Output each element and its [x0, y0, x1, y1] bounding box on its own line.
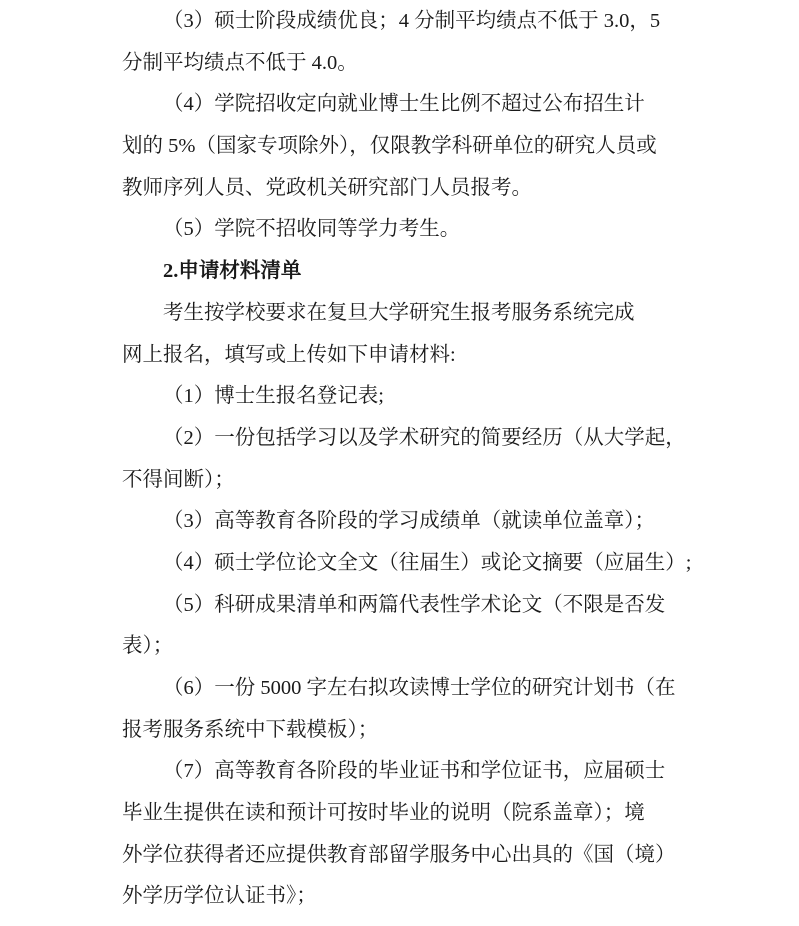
document-line: （4）学院招收定向就业博士生比例不超过公布招生计: [163, 93, 645, 116]
document-line: （3）硕士阶段成绩优良；4 分制平均绩点不低于 3.0，5: [163, 10, 661, 32]
document-line: （3）高等教育各阶段的学习成绩单（就读单位盖章）；: [163, 510, 655, 533]
document-line: 报考服务系统中下载模板）；: [122, 718, 379, 741]
document-line: （7）高等教育各阶段的毕业证书和学位证书，应届硕士: [163, 760, 666, 783]
document-line: （4）硕士学位论文全文（往届生）或论文摘要（应届生）;: [163, 551, 692, 574]
document-line: （1）博士生报名登记表;: [163, 385, 384, 408]
document-line: 毕业生提供在读和预计可按时毕业的说明（院系盖章）；境: [122, 802, 645, 825]
document-text-block: [122, 1, 692, 918]
document-line: 外学历学位认证书》；: [122, 885, 317, 908]
document-line: 分制平均绩点不低于 4.0。: [122, 51, 358, 74]
document-line: 不得间断）；: [122, 468, 235, 491]
document-line: 教师序列人员、党政机关研究部门人员报考。: [122, 176, 532, 199]
document-line: （2）一份包括学习以及学术研究的简要经历（从大学起，: [163, 426, 686, 449]
document-line: 考生按学校要求在复旦大学研究生报考服务系统完成: [163, 301, 635, 324]
document-line: 划的 5%（国家专项除外），仅限教学科研单位的研究人员或: [122, 135, 657, 158]
section-heading: 2.申请材料清单: [163, 260, 302, 283]
document-line: （5）科研成果清单和两篇代表性学术论文（不限是否发: [163, 593, 666, 616]
document-line: 网上报名，填写或上传如下申请材料:: [122, 343, 456, 366]
document-line: （6）一份 5000 字左右拟攻读博士学位的研究计划书（在: [163, 677, 676, 699]
document-line: 表）；: [122, 635, 174, 658]
document-line: 外学位获得者还应提供教育部留学服务中心出具的《国（境）: [122, 843, 676, 866]
document-line: （5）学院不招收同等学力考生。: [163, 218, 461, 241]
